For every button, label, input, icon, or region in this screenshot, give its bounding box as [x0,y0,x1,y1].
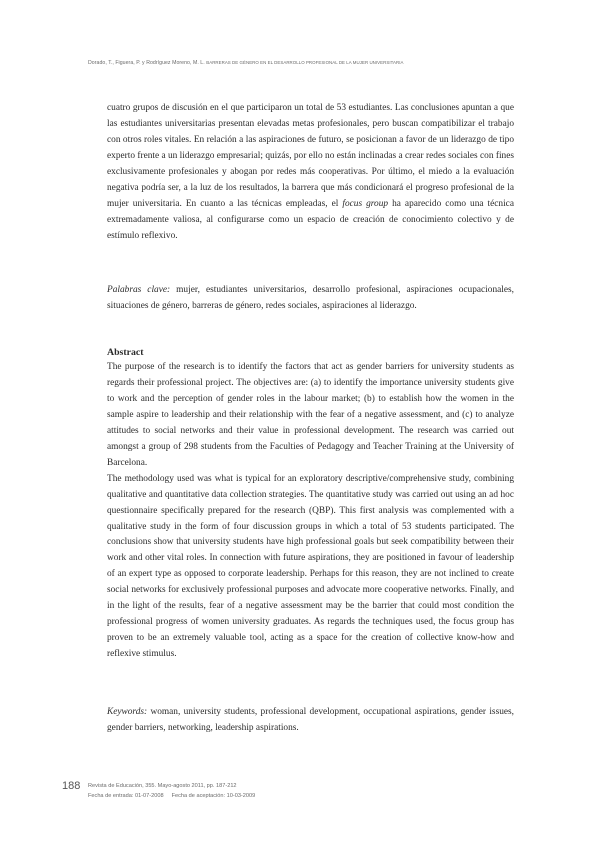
running-head [88,60,518,66]
spanish-abstract-body [107,101,514,245]
spanish-body-end: ha aparecido como una técnica extremadamente valiosa, al configurarse como un espacio de creación de conocimiento colectivo y de estímulo reflexivo. [107,198,514,241]
page-number: 188 [62,780,81,792]
running-head-title: BARRERAS DE GÉNERO EN EL DESARROLLO PROFESIONAL DE LA MUJER UNIVERSITARIA [206,60,404,65]
footer-journal: Revista de Educación, 355. Mayo-agosto 2011, pp. 187-212 [88,783,237,789]
abstract-heading: Abstract [107,347,144,358]
spanish-keywords-label: Palabras clave: [107,285,171,295]
running-head-authors: Dorado, T., Figuera, P. y Rodríguez Moreno, M. L. [88,60,205,66]
english-keywords [107,705,514,737]
abstract-paragraph-2: The methodology used was what is typical for an exploratory descriptive/comprehensive study, combining qualitative and quantitative data collection strategies. The quantitative study was carried out using an ad hoc questionnaire specifically prepared for the research (QBP). This first analysis was complemented with a qualitative study in the form of four discussion groups in which a total of 53 students participated. The conclusions show that university students have high professional goals but seek compatibility between their work and other vital roles. In connection with future aspirations, they are positioned in favour of leadership of an expert type as opposed to corporate leadership. Perhaps for this reason, they are not inclined to create social networks for exclusively professional purposes and advocate more cooperative networks. Finally, and in the light of the results, fear of a negative assessment may be the barrier that could most condition the professional progress of women university graduates. As regards the techniques used, the focus group has proven to be an extremely valuable tool, acting as a space for the creation of collective know-how and reflexive stimulus. [107,473,514,660]
footer-accepted: Fecha de aceptación: 10-03-2009 [171,793,256,799]
english-keywords-list: woman, university students, professional development, occupational aspirations, gender issues, gender barriers, networking, leadership aspirations. [107,707,514,733]
english-abstract-body [107,360,514,663]
footer-dates [88,793,255,799]
spanish-keywords [107,283,514,315]
spanish-keywords-list: mujer, estudiantes universitarios, desarrollo profesional, aspiraciones ocupacionales, situaciones de género, barreras de género, redes sociales, aspiraciones al liderazgo. [107,285,514,311]
english-keywords-label: Keywords: [107,707,148,717]
spanish-body-italic: focus group [342,198,389,209]
footer-received: Fecha de entrada: 01-07-2008 [88,793,164,799]
abstract-paragraph-1: The purpose of the research is to identify the factors that act as gender barriers for university students as regards their professional project. The objectives are: (a) to identify the importance university students give to work and the perception of gender roles in the labour market; (b) to establish how the women in the sample aspire to leadership and their relationship with the fear of a negative assessment, and (c) to analyze attitudes to social networks and their value in professional development. The research was carried out amongst a group of 298 students from the Faculties of Pedagogy and Teacher Training at the University of Barcelona. [107,362,514,468]
spanish-body-text: cuatro grupos de discusión en el que participaron un total de 53 estudiantes. Las conclusiones apuntan a que las estudiantes universitarias presentan elevadas metas profesionales, pero buscan compatibilizar el trabajo con otros roles vitales. En relación a las aspiraciones de futuro, se posicionan a favor de un liderazgo de tipo experto frente a un liderazgo empresarial; quizás, por ello no están inclinadas a crear redes sociales con fines exclusivamente profesionales y abogan por redes más cooperativas. Por último, el miedo a la evaluación negativa podría ser, a la luz de los resultados, la barrera que más condicionará el progreso profesional de la mujer universitaria. En cuanto a las técnicas empleadas, el [107,103,514,209]
